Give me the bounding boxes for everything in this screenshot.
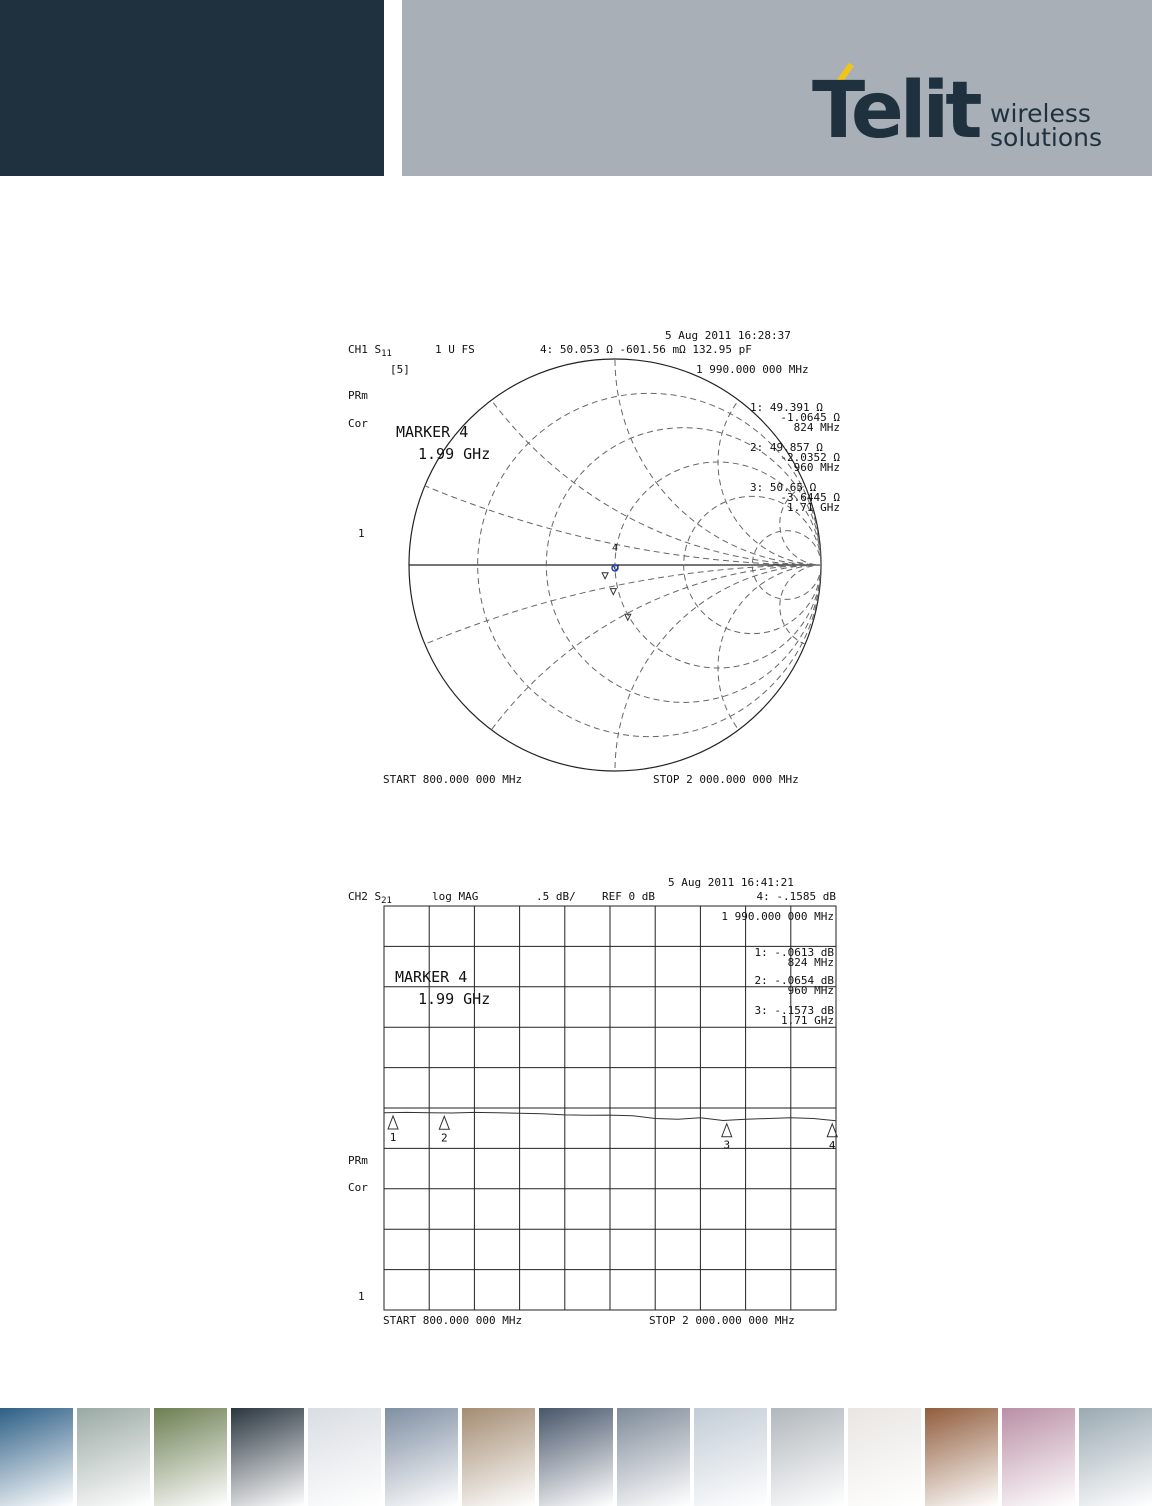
smith-reactance-arc-negative (409, 565, 850, 790)
footer-photo-tile (0, 1408, 73, 1506)
lm-marker-1-line1: 1: -.0613 dB (754, 946, 834, 959)
lm-marker-1-label: 1 (389, 1130, 397, 1144)
header-dark-panel (0, 0, 384, 176)
smith-chart-figure (340, 325, 850, 790)
smith-marker-title: MARKER 4 (396, 423, 469, 441)
footer-photo-tile (308, 1408, 381, 1506)
smith-marker-2-line1: 2: 49.857 Ω (750, 441, 823, 454)
footer-photo-tile (925, 1408, 998, 1506)
logmag-chart-figure (340, 872, 860, 1334)
smith-marker-1 (602, 573, 608, 579)
lm-marker-3-label: 3 (723, 1138, 731, 1152)
smith-marker-value: 1.99 GHz (418, 445, 491, 463)
footer-photo-tile (1079, 1408, 1152, 1506)
lm-marker-3-line2: 1.71 GHz (781, 1014, 834, 1027)
lm-marker-1-triangle (388, 1116, 398, 1129)
smith-channel-label: CH1 S (348, 343, 382, 356)
lm-marker-readout: 4: -.1585 dB (756, 890, 836, 903)
smith-start: START 800.000 000 MHz (383, 773, 523, 786)
footer-photo-tile (617, 1408, 690, 1506)
lm-cor-label: Cor (348, 1181, 368, 1194)
smith-marker-readout: 4: 50.053 Ω -601.56 mΩ 132.95 pF (540, 343, 752, 356)
smith-flag: [5] (390, 363, 410, 376)
smith-left-label: 1 (358, 527, 365, 540)
lm-ref: REF 0 dB (602, 890, 655, 903)
smith-format: 1 U FS (435, 343, 475, 356)
lm-marker-freq: 1 990.000 000 MHz (721, 910, 834, 923)
lm-marker-2-line1: 2: -.0654 dB (754, 974, 834, 987)
lm-start: START 800.000 000 MHz (383, 1314, 523, 1327)
logo-tagline-line1: wireless (990, 99, 1091, 128)
lm-marker-2-line2: 960 MHz (787, 984, 834, 997)
smith-marker-1-line3: 824 MHz (793, 421, 840, 434)
smith-marker-3-line3: 1.71 GHz (787, 501, 840, 514)
footer-photo-tile (848, 1408, 921, 1506)
lm-timestamp: 5 Aug 2011 16:41:21 (668, 876, 794, 889)
smith-marker-2 (610, 589, 616, 595)
footer-photo-tile (694, 1408, 767, 1506)
telit-logo (812, 58, 1112, 158)
footer-photo-tile (154, 1408, 227, 1506)
smith-reactance-arc-negative (615, 565, 850, 790)
smith-stop: STOP 2 000.000 000 MHz (653, 773, 799, 786)
smith-reactance-arc-negative (718, 565, 850, 771)
smith-timestamp: 5 Aug 2011 16:28:37 (665, 329, 791, 342)
footer-photo-tile (77, 1408, 150, 1506)
smith-marker-3-line2: -3.6445 Ω (780, 491, 840, 504)
footer-photo-tile (771, 1408, 844, 1506)
smith-marker-2-line3: 960 MHz (793, 461, 840, 474)
logo-wordmark: Telit (812, 66, 979, 156)
smith-chart (340, 325, 850, 790)
lm-prm-label: PRm (348, 1154, 368, 1167)
lm-scale: .5 dB/ (536, 890, 576, 903)
lm-marker-4-label: 4 (828, 1138, 836, 1152)
smith-marker-freq: 1 990.000 000 MHz (696, 363, 809, 376)
lm-marker-3-line1: 3: -.1573 dB (754, 1004, 834, 1017)
logmag-chart (340, 872, 860, 1334)
logo-tagline-line2: solutions (990, 123, 1103, 152)
smith-marker-2-line2: -2.0352 Ω (780, 451, 840, 464)
smith-cor-label: Cor (348, 417, 368, 430)
footer-photo-tile (539, 1408, 612, 1506)
lm-channel-sub: 21 (381, 896, 392, 906)
lm-stop: STOP 2 000.000 000 MHz (649, 1314, 795, 1327)
footer-image-strip (0, 1408, 1152, 1506)
lm-marker-value: 1.99 GHz (418, 990, 491, 1008)
smith-marker-1-line2: -1.0645 Ω (780, 411, 840, 424)
lm-marker-2-label: 2 (440, 1131, 448, 1145)
footer-photo-tile (1002, 1408, 1075, 1506)
footer-photo-tile (462, 1408, 535, 1506)
lm-marker-title: MARKER 4 (395, 968, 468, 986)
logo-tagline (990, 99, 1103, 152)
header-grey-panel (402, 0, 1152, 176)
smith-reactance-arc-negative (340, 565, 850, 790)
smith-prm-label: PRm (348, 389, 368, 402)
smith-marker-1-line1: 1: 49.391 Ω (750, 401, 823, 414)
lm-channel (348, 890, 392, 906)
smith-center-marker-label: 4 (611, 543, 619, 554)
lm-marker-2-triangle (439, 1116, 449, 1129)
footer-photo-tile (385, 1408, 458, 1506)
smith-channel (348, 343, 392, 359)
lm-marker-1-line2: 824 MHz (787, 956, 834, 969)
lm-marker-3-triangle (722, 1124, 732, 1137)
smith-marker-3-line1: 3: 50.65 Ω (750, 481, 817, 494)
lm-channel-label: CH2 S (348, 890, 382, 903)
smith-channel-sub: 11 (381, 349, 392, 359)
lm-format: log MAG (432, 890, 479, 903)
lm-left-label: 1 (358, 1290, 365, 1303)
footer-photo-tile (231, 1408, 304, 1506)
